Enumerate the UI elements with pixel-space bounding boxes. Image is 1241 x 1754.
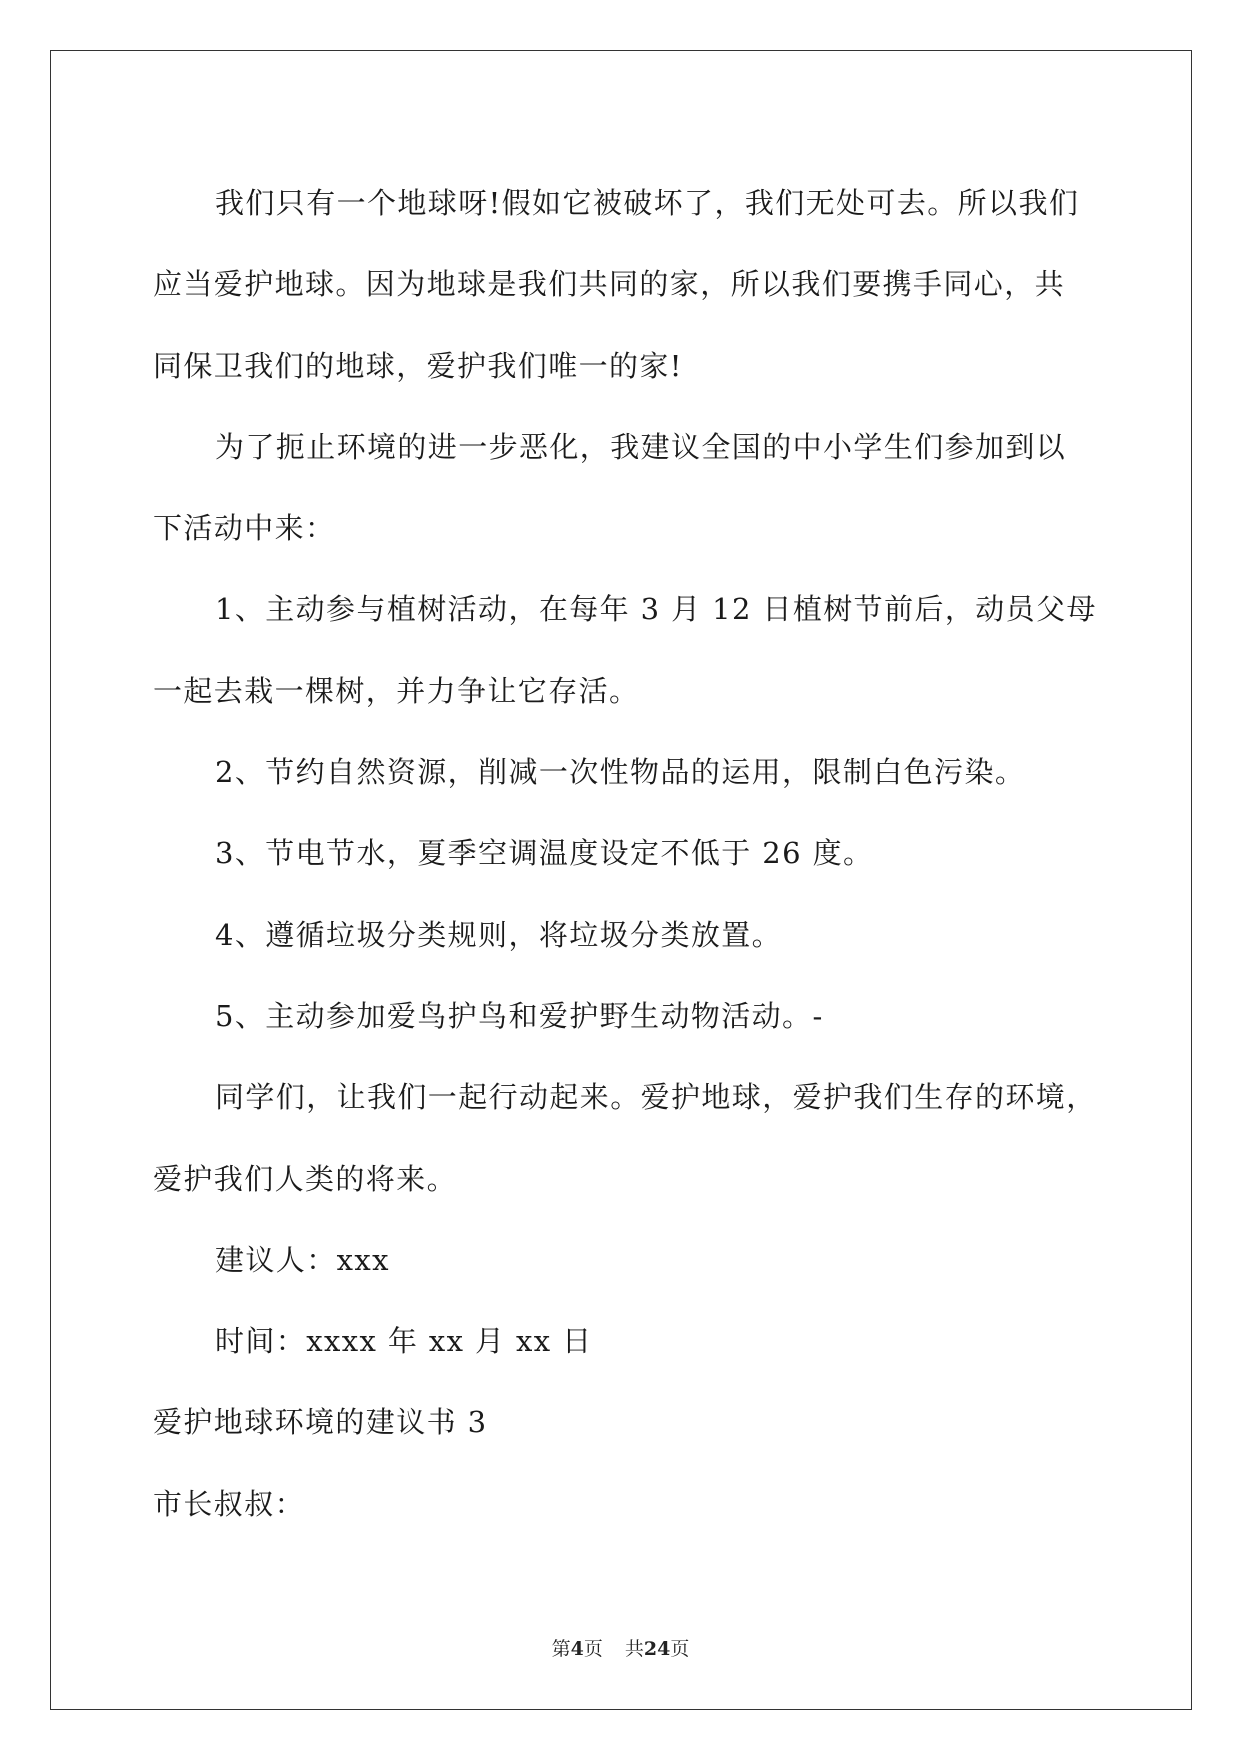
page-unit: 页 [583, 1638, 603, 1660]
document-body [153, 163, 1097, 1545]
date-line: 时间：xxxx 年 xx 月 xx 日 [215, 1324, 593, 1359]
list-item-4: 4、遵循垃圾分类规则，将垃圾分类放置。 [215, 917, 783, 952]
paragraph-line: 爱护我们人类的将来。 [153, 1161, 458, 1196]
total-prefix: 共 [624, 1638, 644, 1660]
list-item-5: 5、主动参加爱鸟护鸟和爱护野生动物活动。- [215, 998, 824, 1033]
paragraph-line: 同学们，让我们一起行动起来。爱护地球，爱护我们生存的环境， [215, 1080, 1097, 1115]
paragraph-line: 下活动中来： [153, 511, 336, 546]
paragraph-line: 应当爱护地球。因为地球是我们共同的家，所以我们要携手同心，共 [153, 267, 1066, 302]
page-prefix: 第 [551, 1638, 571, 1660]
list-item-1: 1、主动参与植树活动，在每年 3 月 12 日植树节前后，动员父母 [215, 592, 1097, 627]
page-total: 24 [643, 1638, 671, 1660]
section-title: 爱护地球环境的建议书 3 [153, 1405, 488, 1440]
paragraph-line: 为了扼止环境的进一步恶化，我建议全国的中小学生们参加到以 [215, 429, 1067, 464]
paragraph-line: 我们只有一个地球呀!假如它被破坏了，我们无处可去。所以我们 [215, 186, 1080, 220]
paragraph-line: 同保卫我们的地球，爱护我们唯一的家! [153, 348, 683, 383]
list-item-2: 2、节约自然资源，削减一次性物品的运用，限制白色污染。 [215, 755, 1026, 790]
list-item-1-continued: 一起去栽一棵树，并力争让它存活。 [153, 673, 640, 708]
total-unit: 页 [670, 1638, 690, 1660]
salutation: 市长叔叔： [153, 1486, 306, 1521]
page-footer [0, 1634, 1241, 1661]
proposer-line: 建议人：xxx [215, 1242, 390, 1277]
list-item-3: 3、节电节水，夏季空调温度设定不低于 26 度。 [215, 836, 874, 871]
page-current: 4 [570, 1638, 584, 1660]
